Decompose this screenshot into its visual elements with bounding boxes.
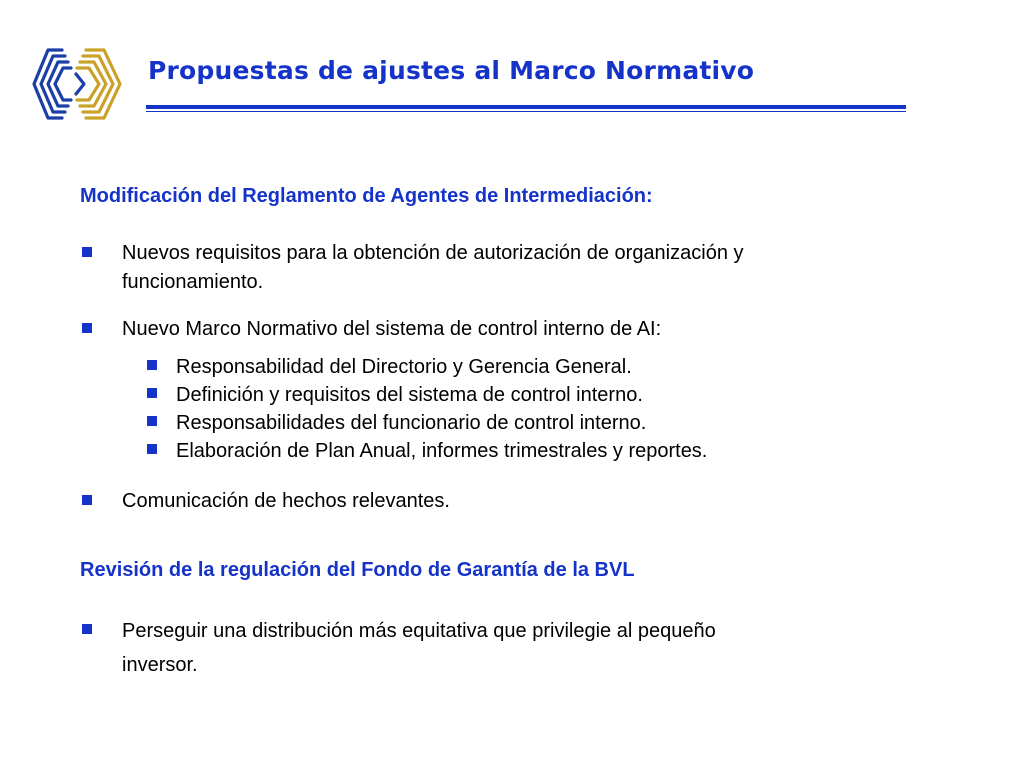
bullet-text-continued: funcionamiento.: [122, 271, 264, 293]
list-item: [80, 353, 940, 381]
page-title: Propuestas de ajustes al Marco Normativo: [148, 56, 755, 85]
section-heading: Modificación del Reglamento de Agentes de Intermediación:: [80, 185, 653, 207]
square-bullet-icon: [147, 416, 157, 426]
list-item: [80, 409, 940, 437]
list-item: [80, 381, 940, 409]
square-bullet-icon: [82, 247, 92, 257]
bvl-logo: [32, 46, 122, 122]
bullet-text: Nuevos requisitos para la obtención de autorización de organización y: [122, 242, 744, 264]
sub-bullet-text: Definición y requisitos del sistema de control interno.: [176, 384, 643, 406]
bullet-text: Nuevo Marco Normativo del sistema de control interno de AI:: [122, 318, 662, 340]
section-heading: Revisión de la regulación del Fondo de Garantía de la BVL: [80, 559, 635, 581]
sub-bullet-list: [80, 353, 940, 465]
sub-bullet-text: Responsabilidades del funcionario de control interno.: [176, 412, 647, 434]
bullet-list: [80, 487, 940, 516]
sub-bullet-text: Responsabilidad del Directorio y Gerencia General.: [176, 356, 632, 378]
list-item: [80, 614, 940, 682]
bullet-text-continued: inversor.: [122, 654, 198, 676]
square-bullet-icon: [82, 323, 92, 333]
bullet-list: [80, 614, 940, 682]
bullet-list: [80, 239, 940, 344]
list-item: [80, 487, 940, 516]
list-item: [80, 315, 940, 344]
bullet-text: Perseguir una distribución más equitativa que privilegie al pequeño: [122, 620, 716, 642]
list-item: [80, 437, 940, 465]
square-bullet-icon: [82, 624, 92, 634]
list-item: [80, 239, 940, 297]
sub-bullet-text: Elaboración de Plan Anual, informes trimestrales y reportes.: [176, 440, 708, 462]
bullet-text: Comunicación de hechos relevantes.: [122, 490, 450, 512]
square-bullet-icon: [82, 495, 92, 505]
square-bullet-icon: [147, 360, 157, 370]
slide-content: [80, 185, 940, 682]
title-underline: [146, 105, 906, 113]
square-bullet-icon: [147, 444, 157, 454]
square-bullet-icon: [147, 388, 157, 398]
